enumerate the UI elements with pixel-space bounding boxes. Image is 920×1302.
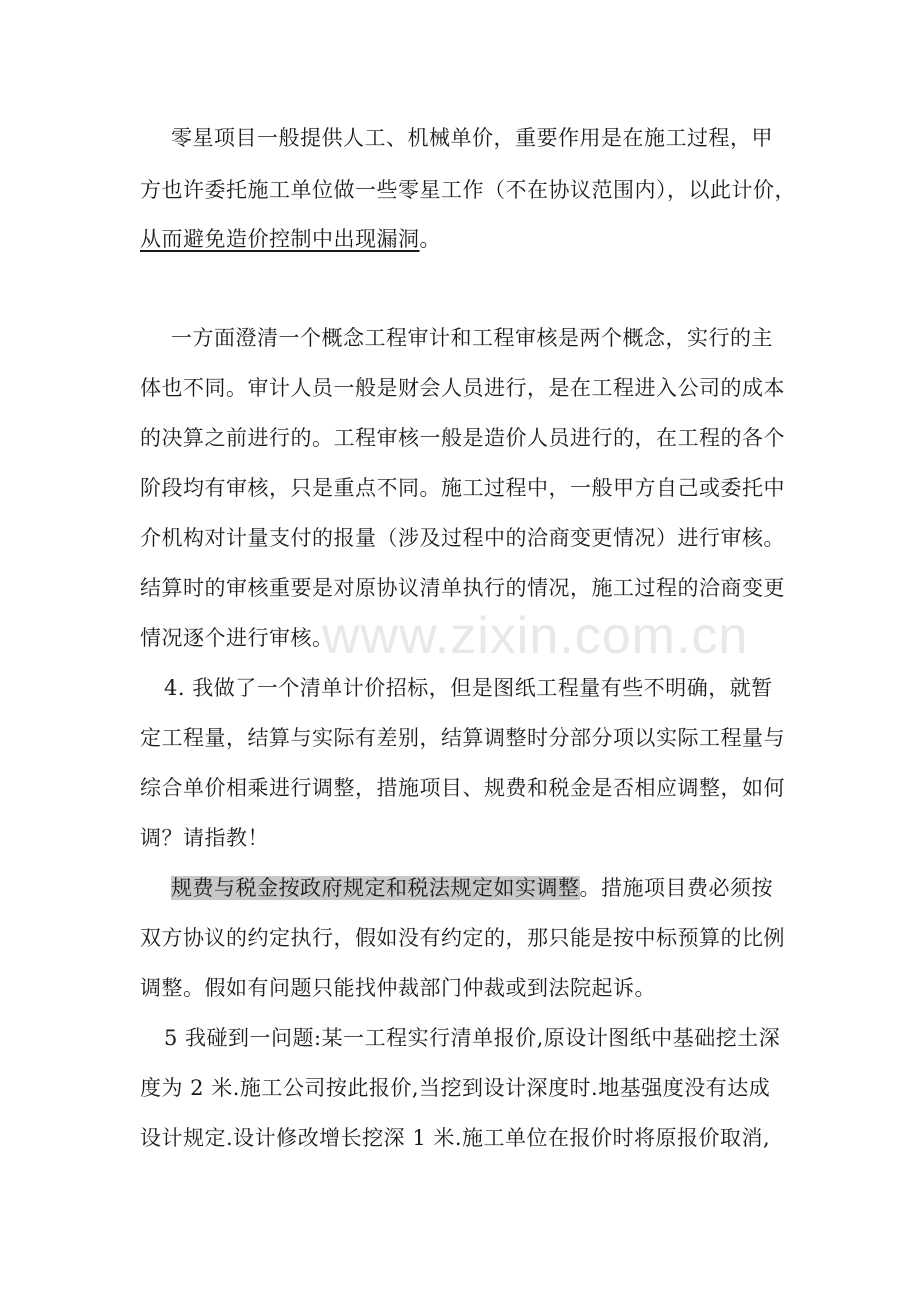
paragraph-line: 双方协议的约定执行，假如没有约定的，那只能是按中标预算的比例 — [140, 926, 785, 950]
paragraph-line: 体也不同。审计人员一般是财会人员进行，是在工程进入公司的成本 — [140, 376, 785, 400]
watermark: www.zixin.com.cn — [322, 607, 749, 665]
paragraph-line: 介机构对计量支付的报量（涉及过程中的洽商变更情况）进行审核。 — [140, 526, 785, 550]
question-line: 4. 我做了一个清单计价招标，但是图纸工程量有些不明确，就暂 — [164, 676, 773, 700]
text-span: 。 — [419, 227, 441, 251]
paragraph-line: 零星项目一般提供人工、机械单价，重要作用是在施工过程，甲 — [171, 126, 773, 150]
paragraph-line: 的决算之前进行的。工程审核一般是造价人员进行的，在工程的各个 — [140, 426, 785, 450]
question-line: 综合单价相乘进行调整，措施项目、规费和税金是否相应调整，如何 — [140, 776, 785, 800]
paragraph-line — [140, 225, 441, 253]
question-line: 度为 2 米.施工公司按此报价,当挖到设计深度时.地基强度没有达成 — [140, 1076, 771, 1100]
question-line: 调？请指教！ — [140, 826, 269, 850]
paragraph-line — [171, 874, 773, 902]
paragraph-line: 结算时的审核重要是对原协议清单执行的情况，施工过程的洽商变更 — [140, 576, 785, 600]
paragraph-line: 情况逐个进行审核。 — [140, 626, 334, 650]
paragraph-line: 一方面澄清一个概念工程审计和工程审核是两个概念，实行的主 — [171, 326, 773, 350]
question-line: 设计规定.设计修改增长挖深 1 米.施工单位在报价时将原报价取消, — [140, 1126, 771, 1150]
question-line: 5 我碰到一问题:某一工程实行清单报价,原设计图纸中基础挖土深 — [164, 1026, 781, 1050]
paragraph-line: 方也许委托施工单位做一些零星工作（不在协议范围内），以此计价， — [140, 178, 796, 202]
paragraph-line: 阶段均有审核，只是重点不同。施工过程中，一般甲方自己或委托中 — [140, 476, 785, 500]
text-span: 。措施项目费必须按 — [579, 876, 773, 900]
question-line: 定工程量，结算与实际有差别，结算调整时分部分项以实际工程量与 — [140, 726, 785, 750]
paragraph-line: 调整。假如有问题只能找仲裁部门仲裁或到法院起诉。 — [140, 976, 656, 1000]
highlighted-text: 规费与税金按政府规定和税法规定如实调整 — [171, 876, 580, 900]
underlined-text: 从而避免造价控制中出现漏洞 — [140, 227, 420, 251]
